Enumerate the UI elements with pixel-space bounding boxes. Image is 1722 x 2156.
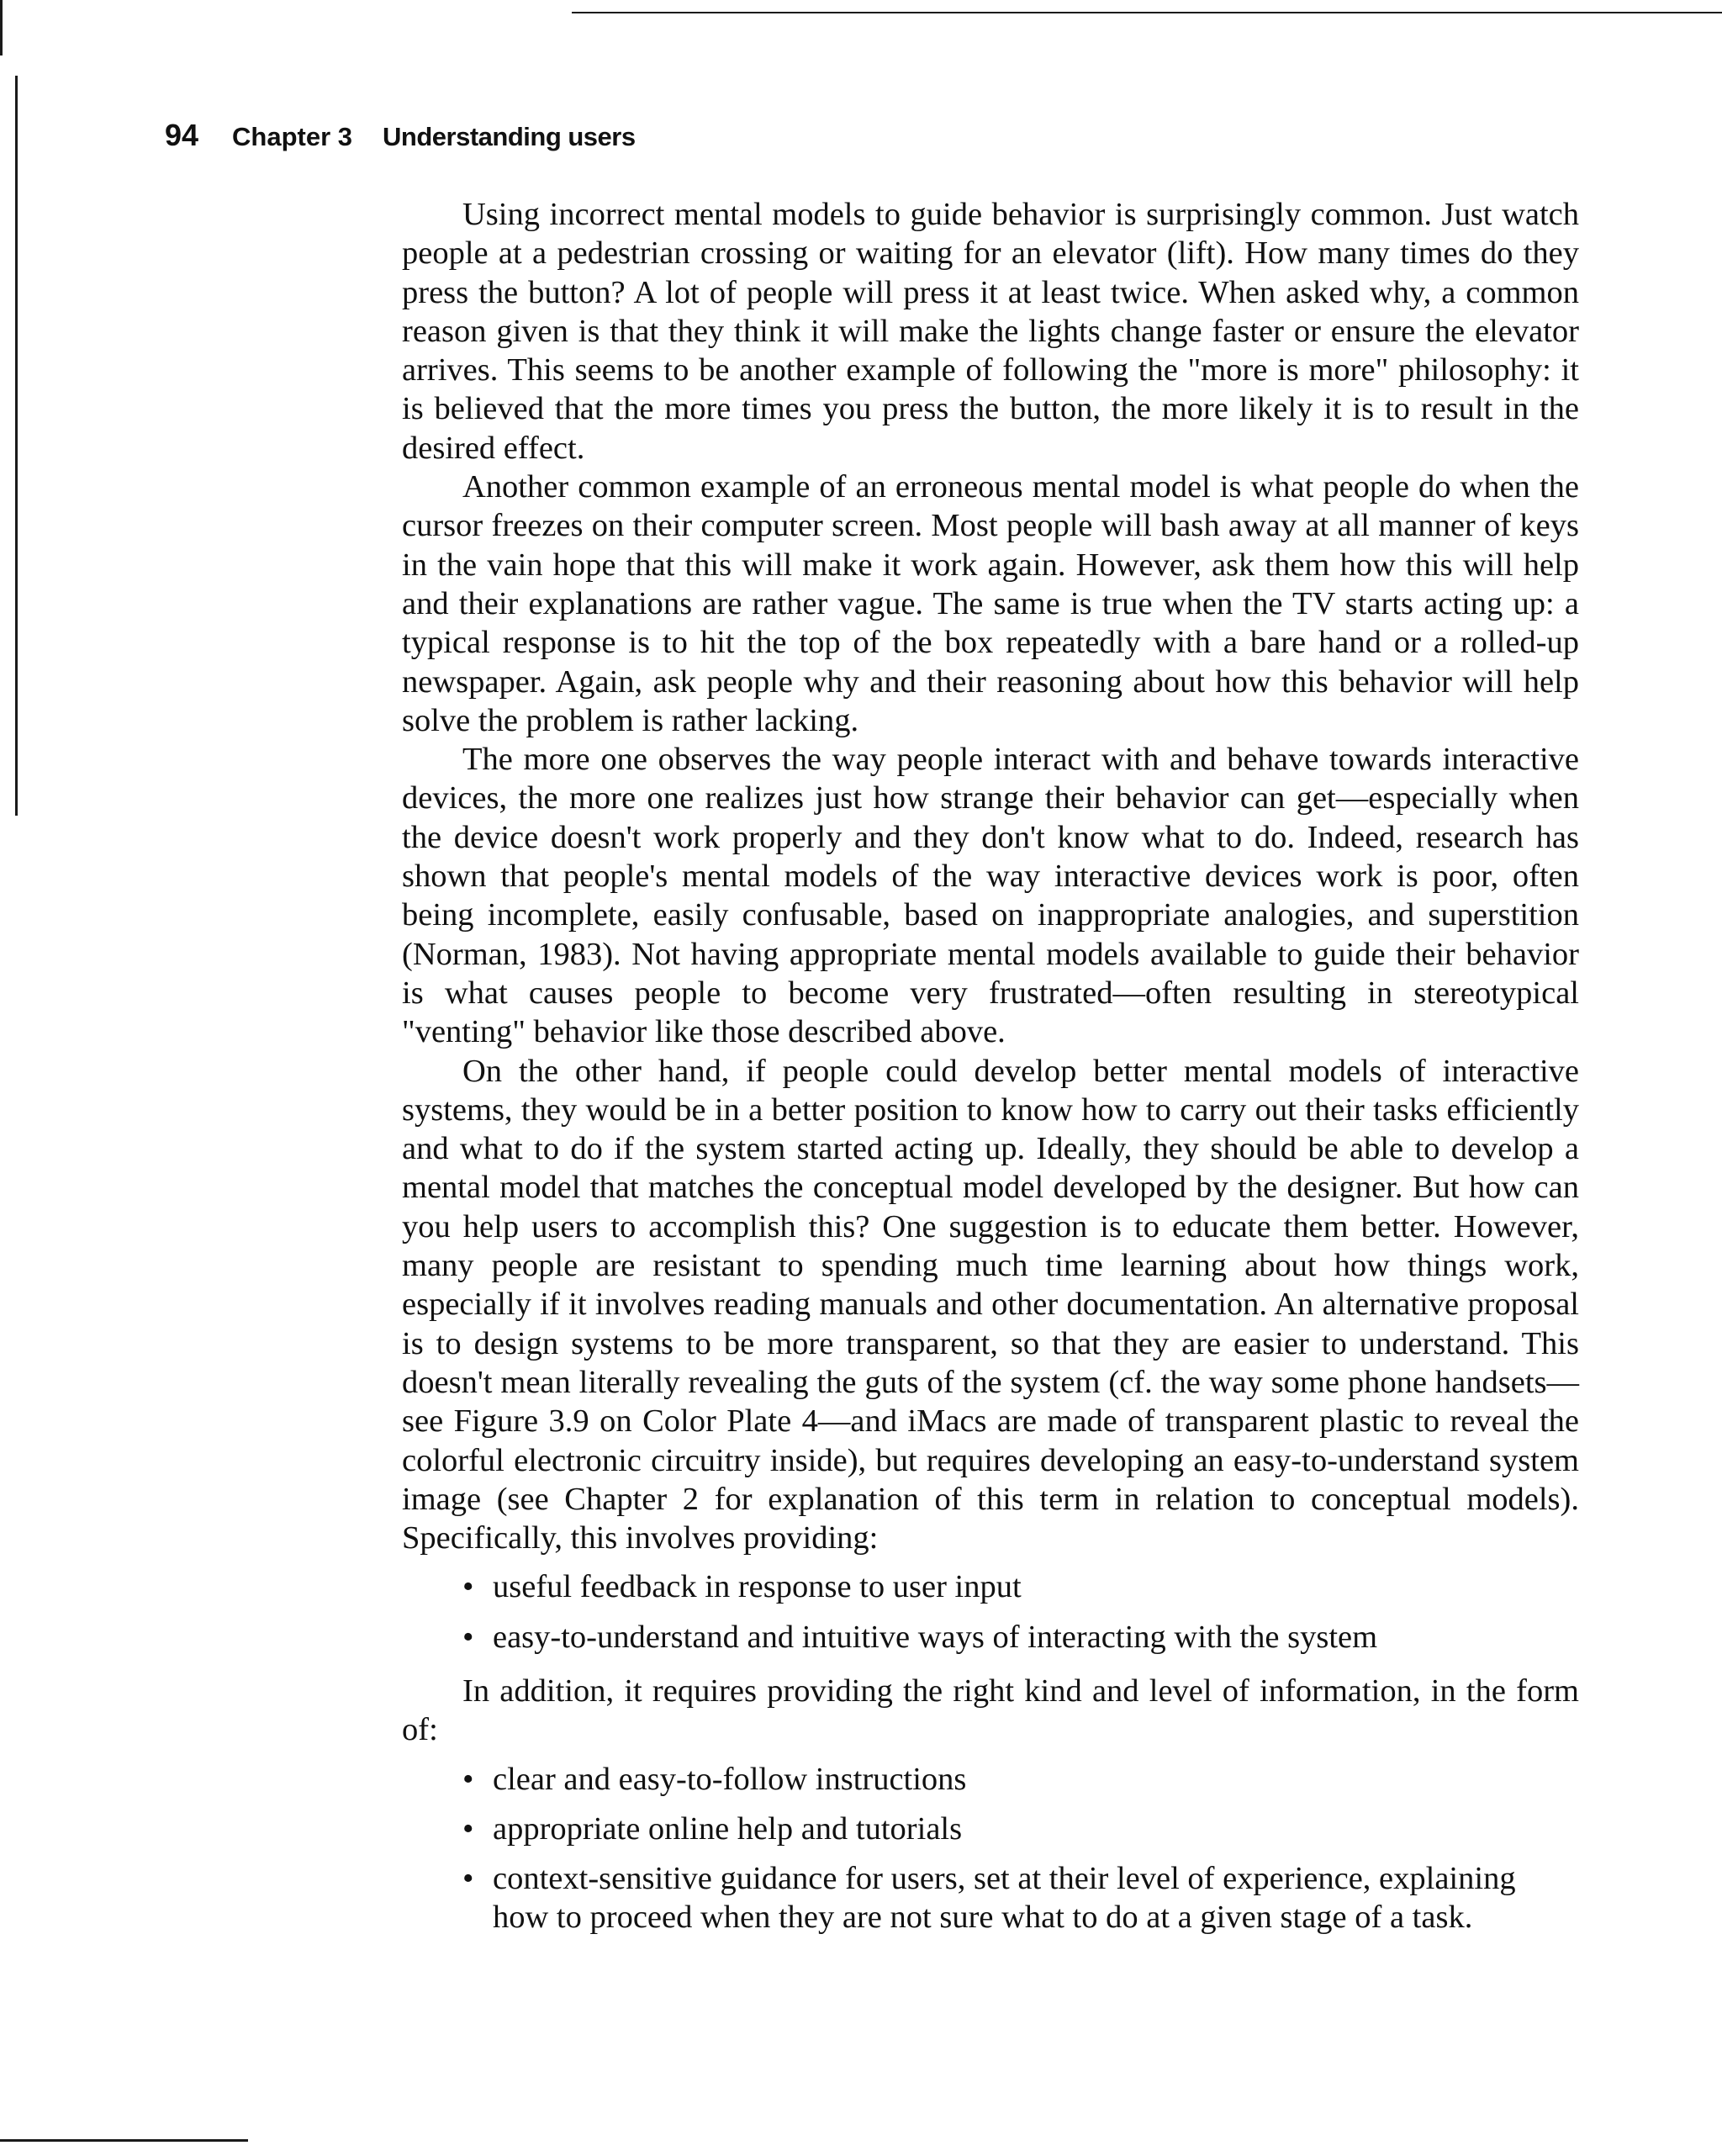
- scan-bottom-line: [0, 2139, 248, 2142]
- chapter-label: Chapter 3: [232, 122, 353, 151]
- list-item-text: context-sensitive guidance for users, set at their level of experience, explaining how to proceed when they are not sure what to do at a given stage of a task.: [493, 1861, 1516, 1936]
- list-item-text: appropriate online help and tutorials: [493, 1810, 963, 1847]
- list-item-text: useful feedback in response to user input: [493, 1569, 1022, 1605]
- bullet-list: [402, 1567, 1579, 1657]
- paragraph: In addition, it requires providing the right kind and level of information, in the form of:: [402, 1672, 1579, 1748]
- list-item-text: clear and easy-to-follow instructions: [493, 1761, 967, 1797]
- chapter-title: Understanding users: [383, 122, 636, 151]
- body-text: [402, 195, 1579, 1953]
- list-item: [402, 1859, 1579, 1937]
- list-item: [402, 1567, 1579, 1606]
- paragraph: Another common example of an erroneous mental model is what people do when the cursor freezes on their computer screen. Most people will bash away at all manner of keys in the vain hope that this will make it work again. However, ask them how this will help and their explanations are rather vague. The same is true when the TV starts acting up: a typical response is to hit the top of the box repeatedly with a bare hand or a rolled-up newspaper. Again, ask people why and their reasoning about how this behavior will help solve the problem is rather lacking.: [402, 469, 1579, 738]
- paragraph: Using incorrect mental models to guide behavior is surprisingly common. Just watch people at a pedestrian crossing or waiting for an elevator (lift). How many times do they press the button? A lot of people will press it at least twice. When asked why, a common reason given is that they think it will make the lights change faster or ensure the elevator arrives. This seems to be another example of following the "more is more" philosophy: it is believed that the more times you press the button, the more likely it is to result in the desired effect.: [402, 197, 1579, 466]
- scan-margin-line: [15, 76, 18, 816]
- bullet-icon: •: [462, 1761, 474, 1797]
- list-item: [402, 1810, 1579, 1848]
- paragraph: On the other hand, if people could develop better mental models of interactive systems, they would be in a better position to know how to carry out their tasks efficiently and what to do if the system started acting up. Ideally, they should be able to develop a mental model that matches the conceptual model developed by the designer. But how can you help users to accomplish this? One suggestion is to educate them better. However, many people are resistant to spending much time learning about how things work, especially if it involves reading manuals and other documentation. An alternative proposal is to design systems to be more transparent, so that they are easier to understand. This doesn't mean literally revealing the guts of the system (cf. the way some phone handsets—see Figure 3.9 on Color Plate 4—and iMacs are made of transparent plastic to reveal the colorful electronic circuitry inside), but requires developing an easy-to-understand system image (see Chapter 2 for explanation of this term in relation to conceptual models). Specifically, this involves providing:: [402, 1053, 1579, 1556]
- bullet-icon: •: [462, 1861, 474, 1897]
- bullet-icon: •: [462, 1619, 474, 1655]
- scan-top-line: [572, 12, 1722, 13]
- paragraph: The more one observes the way people interact with and behave towards interactive devices, the more one realizes just how strange their behavior can get—especially when the device doesn't work properly and they don't know what to do. Indeed, research has shown that people's mental models of the way interactive devices work is poor, often being incomplete, easily confusable, based on inappropriate analogies, and superstition (Norman, 1983). Not having appropriate mental models available to guide their behavior is what causes people to become very frustrated—often resulting in stereotypical "venting" behavior like those described above.: [402, 742, 1579, 1050]
- running-head: [165, 118, 636, 160]
- bullet-icon: •: [462, 1569, 474, 1605]
- scan-edge-line: [0, 0, 3, 55]
- bullet-list: [402, 1760, 1579, 1937]
- list-item-text: easy-to-understand and intuitive ways of interacting with the system: [493, 1619, 1378, 1655]
- bullet-icon: •: [462, 1810, 474, 1847]
- list-item: [402, 1618, 1579, 1657]
- page-number: 94: [165, 118, 199, 152]
- list-item: [402, 1760, 1579, 1799]
